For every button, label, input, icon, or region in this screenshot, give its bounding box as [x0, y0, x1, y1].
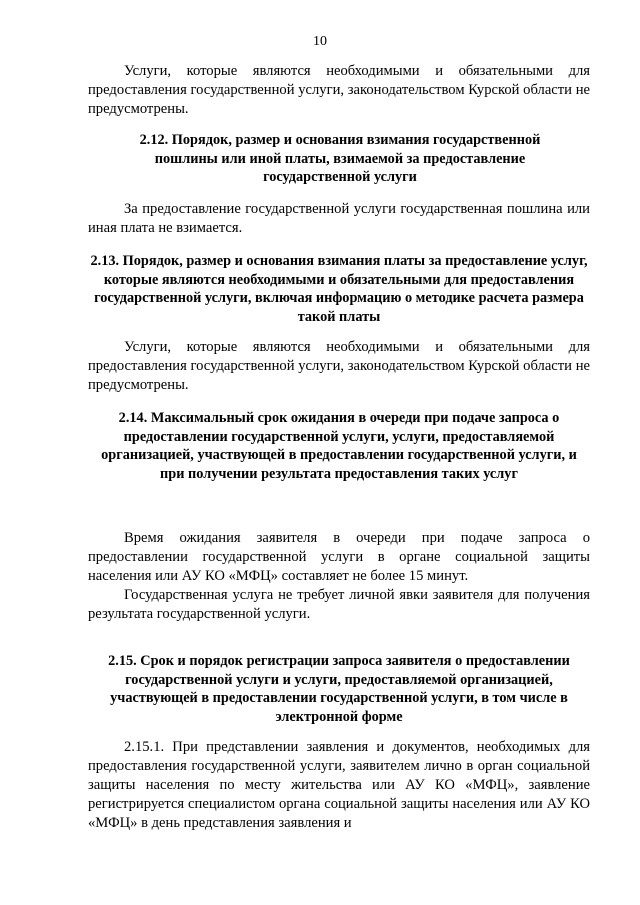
section-2-15-heading-block	[88, 652, 590, 726]
section-2-14-body	[88, 529, 590, 624]
paragraph-text: 2.15.1. При представлении заявления и документов, необходимых для предоставления государственной услуги, заявителем лично в орган социальной защиты населения по месту жительства или АУ КО «МФЦ», заявление регистрируется специалистом органа социальной защиты населения или АУ КО «МФЦ» в день представления заявления и	[88, 739, 590, 831]
paragraph-text: Услуги, которые являются необходимыми и обязательными для предоставления государственной услуги, законодательством Курской области не предусмотрены.	[88, 339, 590, 393]
section-2-15-heading: 2.15. Срок и порядок регистрации запроса заявителя о предоставлении государственной услуги и услуги, предоставляемой организацией, участвующей в предоставлении государственной услуги, в том числе в электронной форме	[108, 653, 570, 725]
paragraph-text: За предоставление государственной услуги государственная пошлина или иная плата не взимается.	[88, 201, 590, 236]
section-2-14-heading: 2.14. Максимальный срок ожидания в очереди при подаче запроса о предоставлении государственной услуги, услуги, предоставляемой организацией, участвующей в предоставлении государственной услуги, и при получении результата предоставления таких услуг	[101, 410, 577, 482]
section-2-12-heading-block	[110, 131, 570, 187]
paragraph-text: Время ожидания заявителя в очереди при подаче запроса о предоставлении государственной услуги в органе социальной защиты населения или АУ КО «МФЦ» составляет не более 15 минут.	[88, 530, 590, 584]
section-2-14-heading-block	[88, 409, 590, 483]
services-paragraph	[88, 62, 590, 119]
paragraph-text: Услуги, которые являются необходимыми и обязательными для предоставления государственной услуги, законодательством Курской области не предусмотрены.	[88, 63, 590, 117]
paragraph-text-2: Государственная услуга не требует личной явки заявителя для получения результата государственной услуги.	[88, 587, 590, 622]
page-number: 10	[313, 34, 327, 49]
section-2-13-body	[88, 338, 590, 395]
section-2-15-body	[88, 738, 590, 833]
section-2-12-body	[88, 200, 590, 238]
section-2-13-heading: 2.13. Порядок, размер и основания взимания платы за предоставление услуг, которые являются необходимыми и обязательными для предоставления государственной услуги, включая информацию о методике расчета размера такой платы	[90, 253, 588, 325]
section-2-13-heading-block	[88, 252, 590, 326]
section-2-12-heading: 2.12. Порядок, размер и основания взимания государственной пошлины или иной платы, взимаемой за предоставление государственной услуги	[139, 132, 541, 185]
